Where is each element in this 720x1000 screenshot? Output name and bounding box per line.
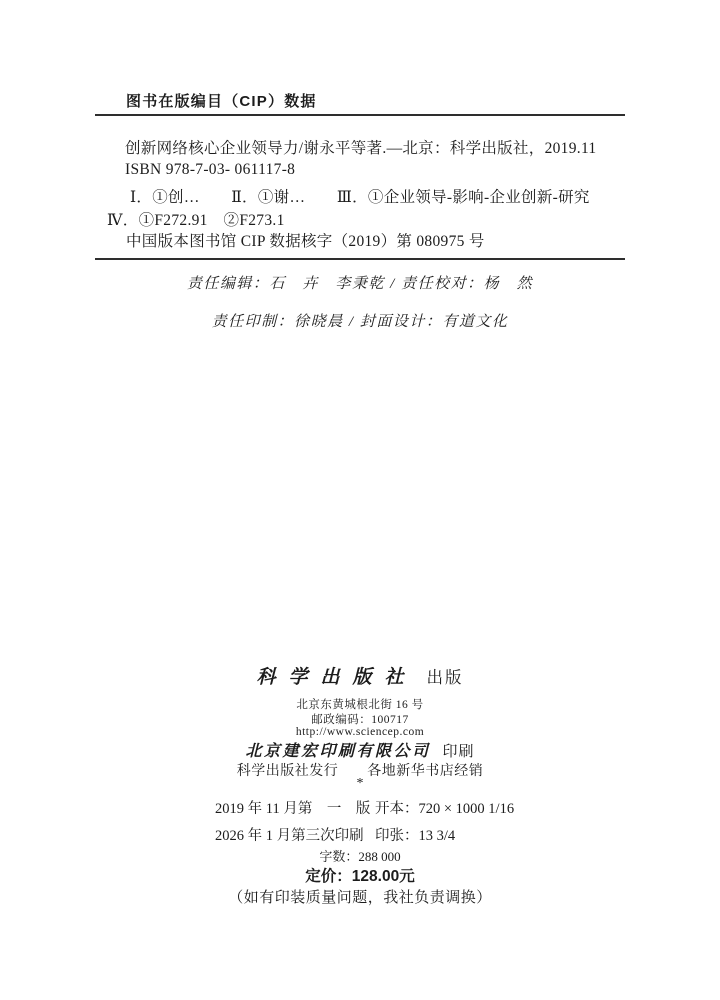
separator-asterisk: * [356, 776, 364, 791]
publisher-postcode: 邮政编码：100717 [311, 714, 409, 726]
printer-name: 北京建宏印刷有限公司 [245, 743, 431, 760]
format-spec: 开本：720 × 1000 1/16 [375, 801, 515, 817]
cip-title-line: 创新网络核心企业领导力/谢永平等著.—北京：科学出版社，2019.11 [125, 140, 597, 157]
cip-classification-line-1: Ⅰ．①创… Ⅱ．①谢… Ⅲ．①企业领导-影响-企业创新-研究 [130, 189, 590, 206]
publisher-address: 北京东黄城根北街 16 号 [296, 699, 424, 711]
edition-line [215, 797, 514, 818]
cip-top-divider [95, 114, 625, 116]
publisher-website: http://www.sciencep.com [295, 726, 425, 738]
quality-notice-line: （如有印装质量问题，我社负责调换） [228, 890, 492, 906]
production-credit-line: 责任印制：徐晓晨 / 封面设计：有道文化 [211, 314, 509, 330]
cip-isbn-line: ISBN 978-7-03- 061117-8 [125, 161, 296, 178]
editors-credit-line: 责任编辑：石 卉 李秉乾 / 责任校对：杨 然 [186, 276, 534, 292]
printing-line [215, 824, 455, 845]
publisher-line [0, 662, 720, 689]
sheets-spec: 印张：13 3/4 [375, 828, 456, 844]
cip-registry-line: 中国版本图书馆 CIP 数据核字（2019）第 080975 号 [126, 233, 485, 250]
cip-classification-line-2: Ⅳ．①F272.91 ②F273.1 [107, 212, 285, 229]
word-count-line: 字数：288 000 [319, 849, 401, 864]
printer-line [0, 738, 720, 761]
edition-date: 2019 年 11 月第 一 版 [215, 801, 371, 817]
cip-header-title: 图书在版编目（CIP）数据 [126, 93, 317, 110]
price-line: 定价：128.00元 [305, 868, 415, 885]
printing-date: 2026 年 1 月第三次印刷 [215, 828, 364, 844]
publisher-role-label: 出版 [426, 668, 464, 687]
distribution-line: 科学出版社发行 各地新华书店经销 [236, 764, 484, 779]
publisher-logo-text: 科学出版社 [256, 667, 417, 688]
cip-bottom-divider [95, 258, 625, 260]
printer-role-label: 印刷 [442, 744, 475, 760]
